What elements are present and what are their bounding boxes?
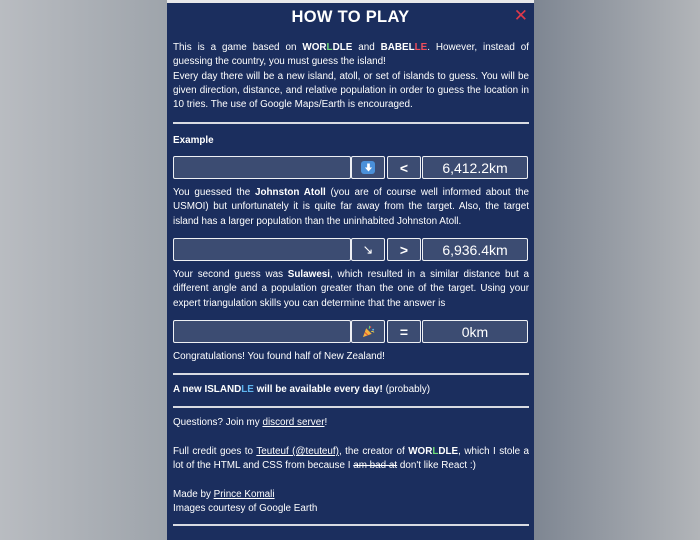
worldle-logo-text: WORLDLE (408, 446, 459, 457)
down-arrow-icon (361, 161, 375, 174)
discord-link[interactable]: discord server (262, 417, 325, 428)
example-guess-row-3 (173, 320, 529, 343)
worldle-logo-text: WORLDLE (302, 42, 353, 53)
distance-cell: 6,412.2km (422, 156, 528, 179)
guess-name-cell (173, 156, 351, 179)
party-popper-icon (362, 325, 375, 338)
direction-cell (351, 238, 385, 261)
credit-text: Full credit goes to Teuteuf (@teuteuf), the creator of WORLDLE, which I stole a lot of the HTML and CSS from because I am bad at don't like React :) (173, 446, 529, 472)
teuteuf-link[interactable]: Teuteuf (@teuteuf) (256, 446, 339, 457)
modal-title: HOW TO PLAY (291, 8, 410, 26)
guess-name-cell (173, 238, 351, 261)
background-right (534, 0, 700, 540)
new-island-text: A new ISLANDLE will be available every day! (probably) (173, 384, 431, 395)
example-guess-row-1 (173, 156, 529, 179)
population-cell: < (387, 156, 421, 179)
population-cell: = (387, 320, 421, 343)
divider (173, 406, 529, 408)
population-cell: > (387, 238, 421, 261)
author-link[interactable]: Prince Komali (213, 489, 275, 500)
example-guess-row-2 (173, 238, 529, 261)
babelle-logo-text: BABELLE (380, 42, 428, 53)
example-text-1: You guessed the Johnston Atoll (you are of course well informed about the USMOI) but unfortunately it is quite far away from the target. Also, the target island has a larger population than the uninhabited Johnston Atoll. (173, 187, 529, 227)
close-icon[interactable]: ✕ (513, 6, 528, 25)
divider (173, 373, 529, 375)
distance-cell: 0km (422, 320, 528, 343)
divider (173, 524, 529, 526)
guess-name-cell (173, 320, 351, 343)
questions-text: Questions? Join my discord server! (173, 417, 328, 428)
down-right-arrow-icon: ↘ (362, 241, 374, 257)
example-heading: Example (173, 135, 214, 146)
example-text-2: Your second guess was Sulawesi, which resulted in a similar distance but a different angle and a population greater than the one of the target. Using your expert triangulation skills you can determine that the answer is (173, 269, 529, 309)
divider (173, 122, 529, 124)
made-by-text: Made by Prince Komali Images courtesy of Google Earth (173, 489, 318, 515)
congrats-text: Congratulations! You found half of New Zealand! (173, 351, 385, 362)
direction-cell (351, 320, 385, 343)
direction-cell (351, 156, 385, 179)
distance-cell: 6,936.4km (422, 238, 528, 261)
intro-paragraph: This is a game based on WORLDLE and BABELLE. However, instead of guessing the country, you must guess the island! Every day there will be a new island, atoll, or set of islands to guess. You will be given direction, distance, and relative population in order to guess the location in 10 tries. The use of Google Maps/Earth is encouraged. (173, 42, 529, 111)
how-to-play-modal (167, 0, 534, 540)
background-left (0, 0, 167, 540)
